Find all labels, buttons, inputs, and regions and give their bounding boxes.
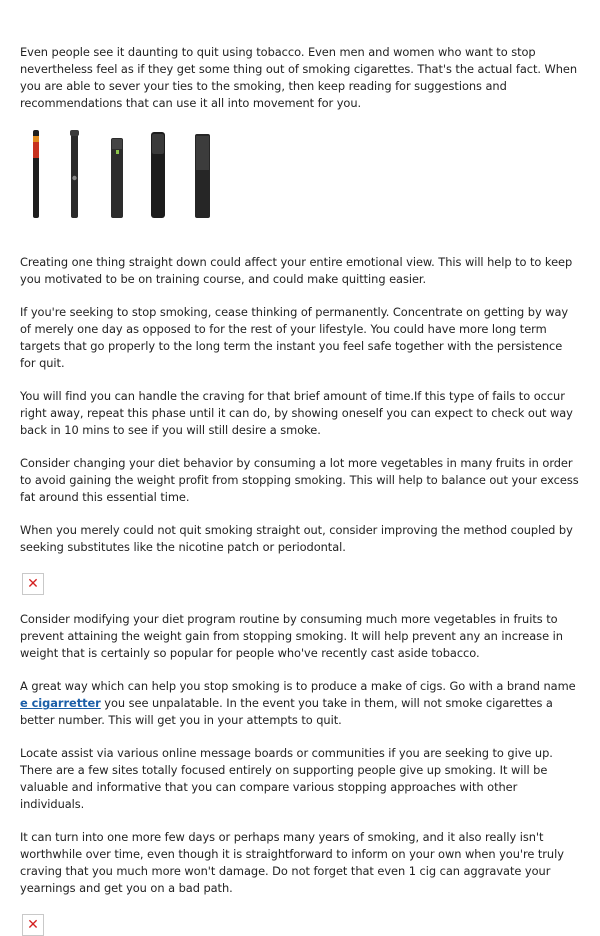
paragraph-intro: Even people see it daunting to quit using tobacco. Even men and women who want to stop nevertheless feel as if they get some thing out of smoking cigarettes. That's the actual fact. When you are able to sever your ties to the smoking, then keep reading for suggestions and recommendations that can use it all into movement for you. [20, 45, 578, 110]
broken-image-x-icon-2: ✕ [27, 917, 39, 933]
paragraph-4: You will find you can handle the craving for that brief amount of time.If this type of fails to occur right away, repeat this phase until it can do, by showing oneself you can expect to check out way back in 10 mins to see if you will still desire a smoke. [20, 389, 573, 437]
vape-devices-image [25, 130, 215, 220]
paragraph-2: Creating one thing straight down could affect your entire emotional view. This will help to to keep you motivated to be on training course, and could make quitting easier. [20, 255, 573, 286]
paragraph-10: It can turn into one more few days or perhaps many years of smoking, and it also really isn't worthwhile over time, even though it is straightforward to inform on your own when you're truly craving that you much more won't damage. Do not forget that even 1 cig can aggravate your yearnings and get you on a bad path. [20, 830, 564, 895]
paragraph-8-start: A great way which can help you stop smoking is to produce a make of cigs. Go with a brand name [20, 679, 576, 693]
paragraph-8-end: you see unpalatable. In the event you take in them, will not smoke cigarettes a better number. This will get you in your attempts to quit. [20, 696, 553, 727]
broken-image-x-icon: ✕ [27, 576, 39, 592]
paragraph-9: Locate assist via various online message boards or communities if you are seeking to give up. There are a few sites totally focused entirely on supporting people give up smoking. It will be valuable and informative that you can compare various stopping approaches with other individuals. [20, 746, 553, 811]
e-cigarette-link[interactable]: e cigarretter [20, 696, 101, 710]
paragraph-5: Consider changing your diet behavior by consuming a lot more vegetables in many fruits in order to avoid gaining the weight profit from stopping smoking. This will help to balance out your excess fat around this essential time. [20, 456, 579, 504]
broken-image-icon-2 [22, 914, 44, 936]
broken-image-icon [22, 573, 44, 595]
paragraph-7: Consider modifying your diet program routine by consuming much more vegetables in fruits to prevent attaining the weight gain from stopping smoking. It will help prevent any an increase in weight that is certainly so popular for people who've recently cast aside tobacco. [20, 612, 563, 660]
paragraph-6: When you merely could not quit smoking straight out, consider improving the method coupled by seeking substitutes like the nicotine patch or periodontal. [20, 523, 573, 554]
paragraph-3: If you're seeking to stop smoking, cease thinking of permanently. Concentrate on getting by way of merely one day as opposed to for the rest of your lifestyle. You could have more long term targets that go properly to the long term the instant you feel safe together with the persistence for quit. [20, 305, 569, 370]
paragraph-8 [20, 678, 580, 729]
